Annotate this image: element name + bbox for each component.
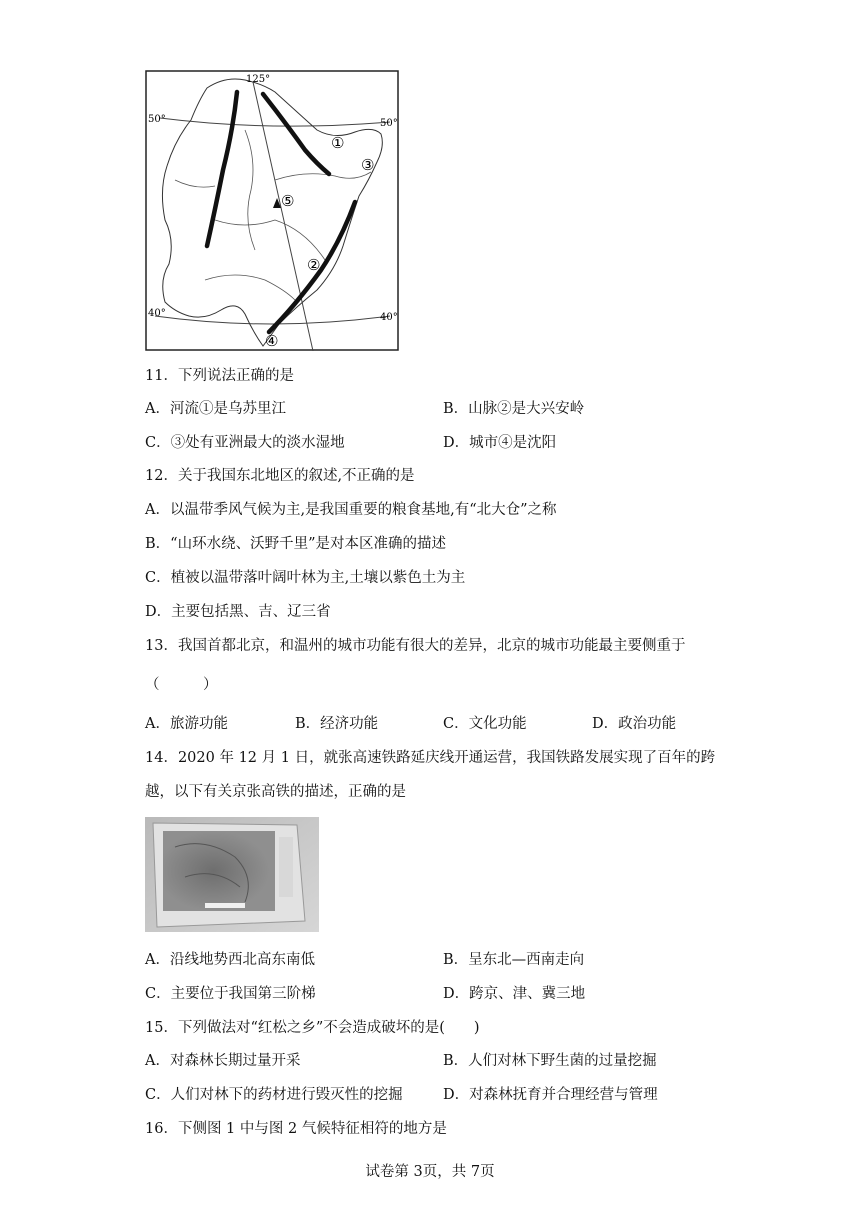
q13-option-d: D．政治功能 [592,716,677,732]
q13-option-c: C．文化功能 [443,716,527,732]
question-13-stem: 13．我国首都北京，和温州的城市功能有很大的差异，北京的城市功能最主要侧重于 [145,638,686,654]
question-14-stem-line-2: 越，以下有关京张高铁的描述，正确的是 [145,784,406,800]
page-footer: 试卷第 3页，共 7页 [365,1164,495,1180]
q14-option-b: B．呈东北—西南走向 [443,952,585,968]
map-marker-2: ② [307,256,321,274]
q13-option-b: B．经济功能 [295,716,379,732]
longitude-label: 125° [246,74,271,85]
q12-option-a: A．以温带季风气候为主,是我国重要的粮食基地,有“北大仓”之称 [145,502,557,518]
question-14-stem-line-1: 14．2020 年 12 月 1 日，就张高速铁路延庆线开通运营，我国铁路发展实现了百年的跨 [145,750,716,766]
question-11-stem: 11．下列说法正确的是 [145,368,294,384]
q14-option-c: C．主要位于我国第三阶梯 [145,986,316,1002]
q15-option-a: A．对森林长期过量开采 [145,1053,301,1069]
terrain-map-photo [145,817,319,932]
latitude-label-top-left: 50° [148,114,166,125]
question-12-stem: 12．关于我国东北地区的叙述,不正确的是 [145,468,415,484]
map-marker-4: ④ [265,332,279,350]
q15-option-c: C．人们对林下的药材进行毁灭性的挖掘 [145,1087,403,1103]
map-marker-1: ① [331,134,345,152]
q15-option-d: D．对森林抚育并合理经营与管理 [443,1087,658,1103]
question-15-stem: 15．下列做法对“红松之乡”不会造成破坏的是( ) [145,1020,480,1036]
q11-option-b: B．山脉②是大兴安岭 [443,401,585,417]
northeast-china-map [145,70,399,351]
map-marker-3: ③ [361,156,375,174]
q15-option-b: B．人们对林下野生菌的过量挖掘 [443,1053,657,1069]
latitude-label-top-right: 50° [380,118,398,129]
q11-option-d: D．城市④是沈阳 [443,435,557,451]
q12-option-c: C．植被以温带落叶阔叶林为主,土壤以紫色土为主 [145,570,466,586]
latitude-label-bottom-right: 40° [380,312,398,323]
q13-option-a: A．旅游功能 [145,716,228,732]
q12-option-b: B．“山环水绕、沃野千里”是对本区准确的描述 [145,536,446,552]
latitude-label-bottom-left: 40° [148,308,166,319]
question-13-answer-blank: （ ） [145,677,218,693]
q11-option-c: C．③处有亚洲最大的淡水湿地 [145,435,345,451]
q14-option-a: A．沿线地势西北高东南低 [145,952,315,968]
q11-option-a: A．河流①是乌苏里江 [145,401,286,417]
question-16-stem: 16．下侧图 1 中与图 2 气候特征相符的地方是 [145,1121,447,1137]
q14-option-d: D．跨京、津、冀三地 [443,986,586,1002]
q12-option-d: D．主要包括黑、吉、辽三省 [145,604,331,620]
map-marker-5: ⑤ [281,192,295,210]
